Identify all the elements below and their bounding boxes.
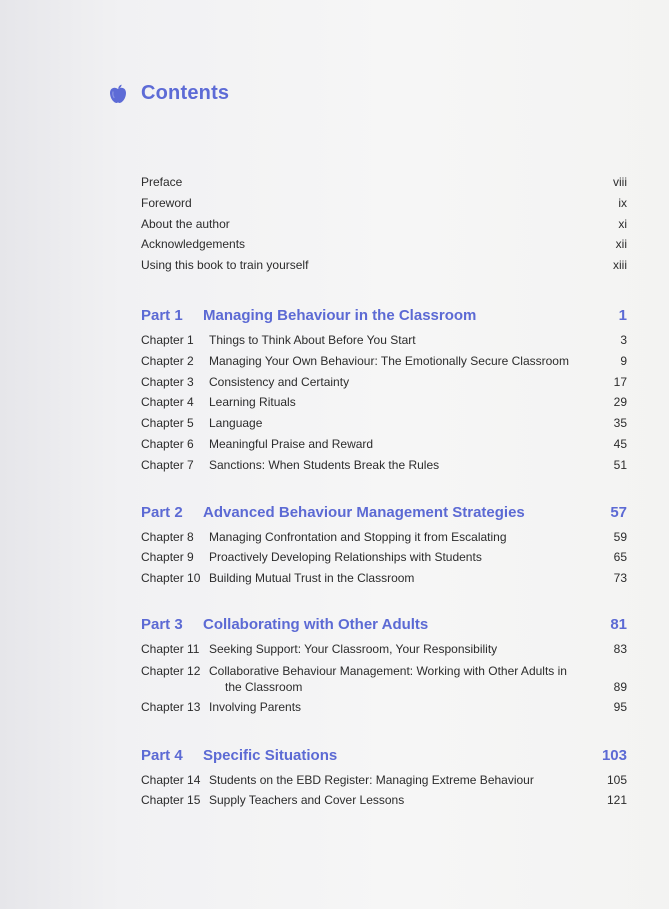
chapter-page: 73 xyxy=(613,571,627,586)
chapter-label: Chapter 8 xyxy=(141,529,194,544)
chapter-label: Chapter 15 xyxy=(141,793,201,808)
chapter-entry xyxy=(141,790,627,811)
chapter-entry xyxy=(141,660,627,697)
chapter-page: 65 xyxy=(613,550,627,565)
front-matter-page: xi xyxy=(618,216,627,231)
chapter-title xyxy=(209,663,587,695)
chapter-title: Building Mutual Trust in the Classroom xyxy=(209,571,415,586)
chapter-title: Seeking Support: Your Classroom, Your Responsibility xyxy=(209,641,498,656)
chapter-label: Chapter 7 xyxy=(141,457,194,472)
chapter-label: Chapter 12 xyxy=(141,663,201,678)
chapter-entry xyxy=(141,770,627,791)
chapter-label: Chapter 5 xyxy=(141,416,194,431)
chapter-title: Meaningful Praise and Reward xyxy=(209,436,374,451)
chapter-label: Chapter 11 xyxy=(141,641,200,656)
front-matter-item xyxy=(141,214,627,235)
contents-heading xyxy=(107,82,229,105)
chapter-label: Chapter 2 xyxy=(141,353,194,368)
chapter-page: 95 xyxy=(613,699,627,714)
chapter-entry xyxy=(141,547,627,568)
chapter-title-line: the Classroom xyxy=(225,679,303,694)
chapter-title: Language xyxy=(209,416,263,431)
front-matter-title: Using this book to train yourself xyxy=(141,258,309,273)
part-heading xyxy=(141,742,627,770)
chapter-entry xyxy=(141,697,627,718)
chapter-title: Students on the EBD Register: Managing Extreme Behaviour xyxy=(209,772,534,787)
front-matter-list xyxy=(141,172,627,276)
front-matter-title: Acknowledgements xyxy=(141,237,246,252)
part-3 xyxy=(141,611,627,718)
chapter-page: 51 xyxy=(613,457,627,472)
front-matter-page: ix xyxy=(618,195,627,210)
chapter-label: Chapter 13 xyxy=(141,699,201,714)
part-2 xyxy=(141,499,627,589)
front-matter-item xyxy=(141,172,627,193)
chapter-page: 83 xyxy=(613,641,627,656)
chapter-title: Consistency and Certainty xyxy=(209,374,350,389)
chapter-title: Supply Teachers and Cover Lessons xyxy=(209,793,405,808)
chapter-page: 29 xyxy=(613,395,627,410)
front-matter-title: About the author xyxy=(141,216,230,231)
front-matter-page: xiii xyxy=(613,258,627,273)
chapter-page: 45 xyxy=(613,436,627,451)
part-title: Advanced Behaviour Management Strategies xyxy=(203,503,525,521)
part-page: 103 xyxy=(601,746,627,764)
part-title: Managing Behaviour in the Classroom xyxy=(203,306,477,324)
front-matter-page: viii xyxy=(613,175,627,189)
chapter-entry xyxy=(141,351,627,372)
front-matter-page: xii xyxy=(615,237,627,252)
chapter-label: Chapter 3 xyxy=(141,374,194,389)
part-page: 57 xyxy=(610,503,627,521)
part-heading xyxy=(141,499,627,527)
part-label: Part 2 xyxy=(141,503,183,521)
chapter-title: Proactively Developing Relationships with Students xyxy=(209,550,482,565)
front-matter-title: Preface xyxy=(141,175,183,189)
chapter-page: 3 xyxy=(620,332,627,347)
chapter-entry xyxy=(141,330,627,351)
chapter-label: Chapter 14 xyxy=(141,772,201,787)
front-matter-title: Foreword xyxy=(141,195,192,210)
chapter-label: Chapter 10 xyxy=(141,571,201,586)
chapter-title: Involving Parents xyxy=(209,699,302,714)
chapter-entry xyxy=(141,413,627,434)
part-page: 81 xyxy=(610,615,627,633)
chapter-title: Managing Your Own Behaviour: The Emotionally Secure Classroom xyxy=(209,353,569,368)
part-1 xyxy=(141,302,627,476)
chapter-title: Sanctions: When Students Break the Rules xyxy=(209,457,440,472)
apple-icon xyxy=(107,83,129,105)
part-page: 1 xyxy=(618,306,627,324)
chapter-title-line: Collaborative Behaviour Management: Working with Other Adults in xyxy=(209,663,567,678)
table-of-contents xyxy=(141,172,627,811)
chapter-page: 9 xyxy=(620,353,627,368)
chapter-title: Managing Confrontation and Stopping it from Escalating xyxy=(209,529,507,544)
part-4 xyxy=(141,742,627,812)
chapter-entry xyxy=(141,372,627,393)
chapter-page: 89 xyxy=(613,679,627,694)
chapter-page: 105 xyxy=(606,772,627,787)
part-title: Specific Situations xyxy=(203,746,338,764)
chapter-label: Chapter 9 xyxy=(141,550,194,565)
front-matter-item xyxy=(141,255,627,276)
page-title: Contents xyxy=(141,82,230,104)
chapter-title: Things to Think About Before You Start xyxy=(209,332,416,347)
part-label: Part 4 xyxy=(141,746,183,764)
chapter-title: Learning Rituals xyxy=(209,395,296,410)
chapter-page: 121 xyxy=(606,793,627,808)
front-matter-item xyxy=(141,193,627,214)
front-matter-item xyxy=(141,234,627,255)
chapter-page: 35 xyxy=(613,416,627,431)
chapter-page: 59 xyxy=(613,529,627,544)
chapter-label: Chapter 4 xyxy=(141,395,194,410)
chapter-label: Chapter 6 xyxy=(141,436,194,451)
part-title: Collaborating with Other Adults xyxy=(203,615,429,633)
chapter-entry xyxy=(141,639,627,660)
part-label: Part 1 xyxy=(141,306,183,324)
chapter-page: 17 xyxy=(613,374,627,389)
chapter-entry xyxy=(141,527,627,548)
chapter-entry xyxy=(141,568,627,589)
chapter-label: Chapter 1 xyxy=(141,332,194,347)
chapter-entry xyxy=(141,455,627,476)
part-label: Part 3 xyxy=(141,615,183,633)
chapter-entry xyxy=(141,392,627,413)
part-heading xyxy=(141,611,627,639)
part-heading xyxy=(141,302,627,330)
chapter-entry xyxy=(141,434,627,455)
